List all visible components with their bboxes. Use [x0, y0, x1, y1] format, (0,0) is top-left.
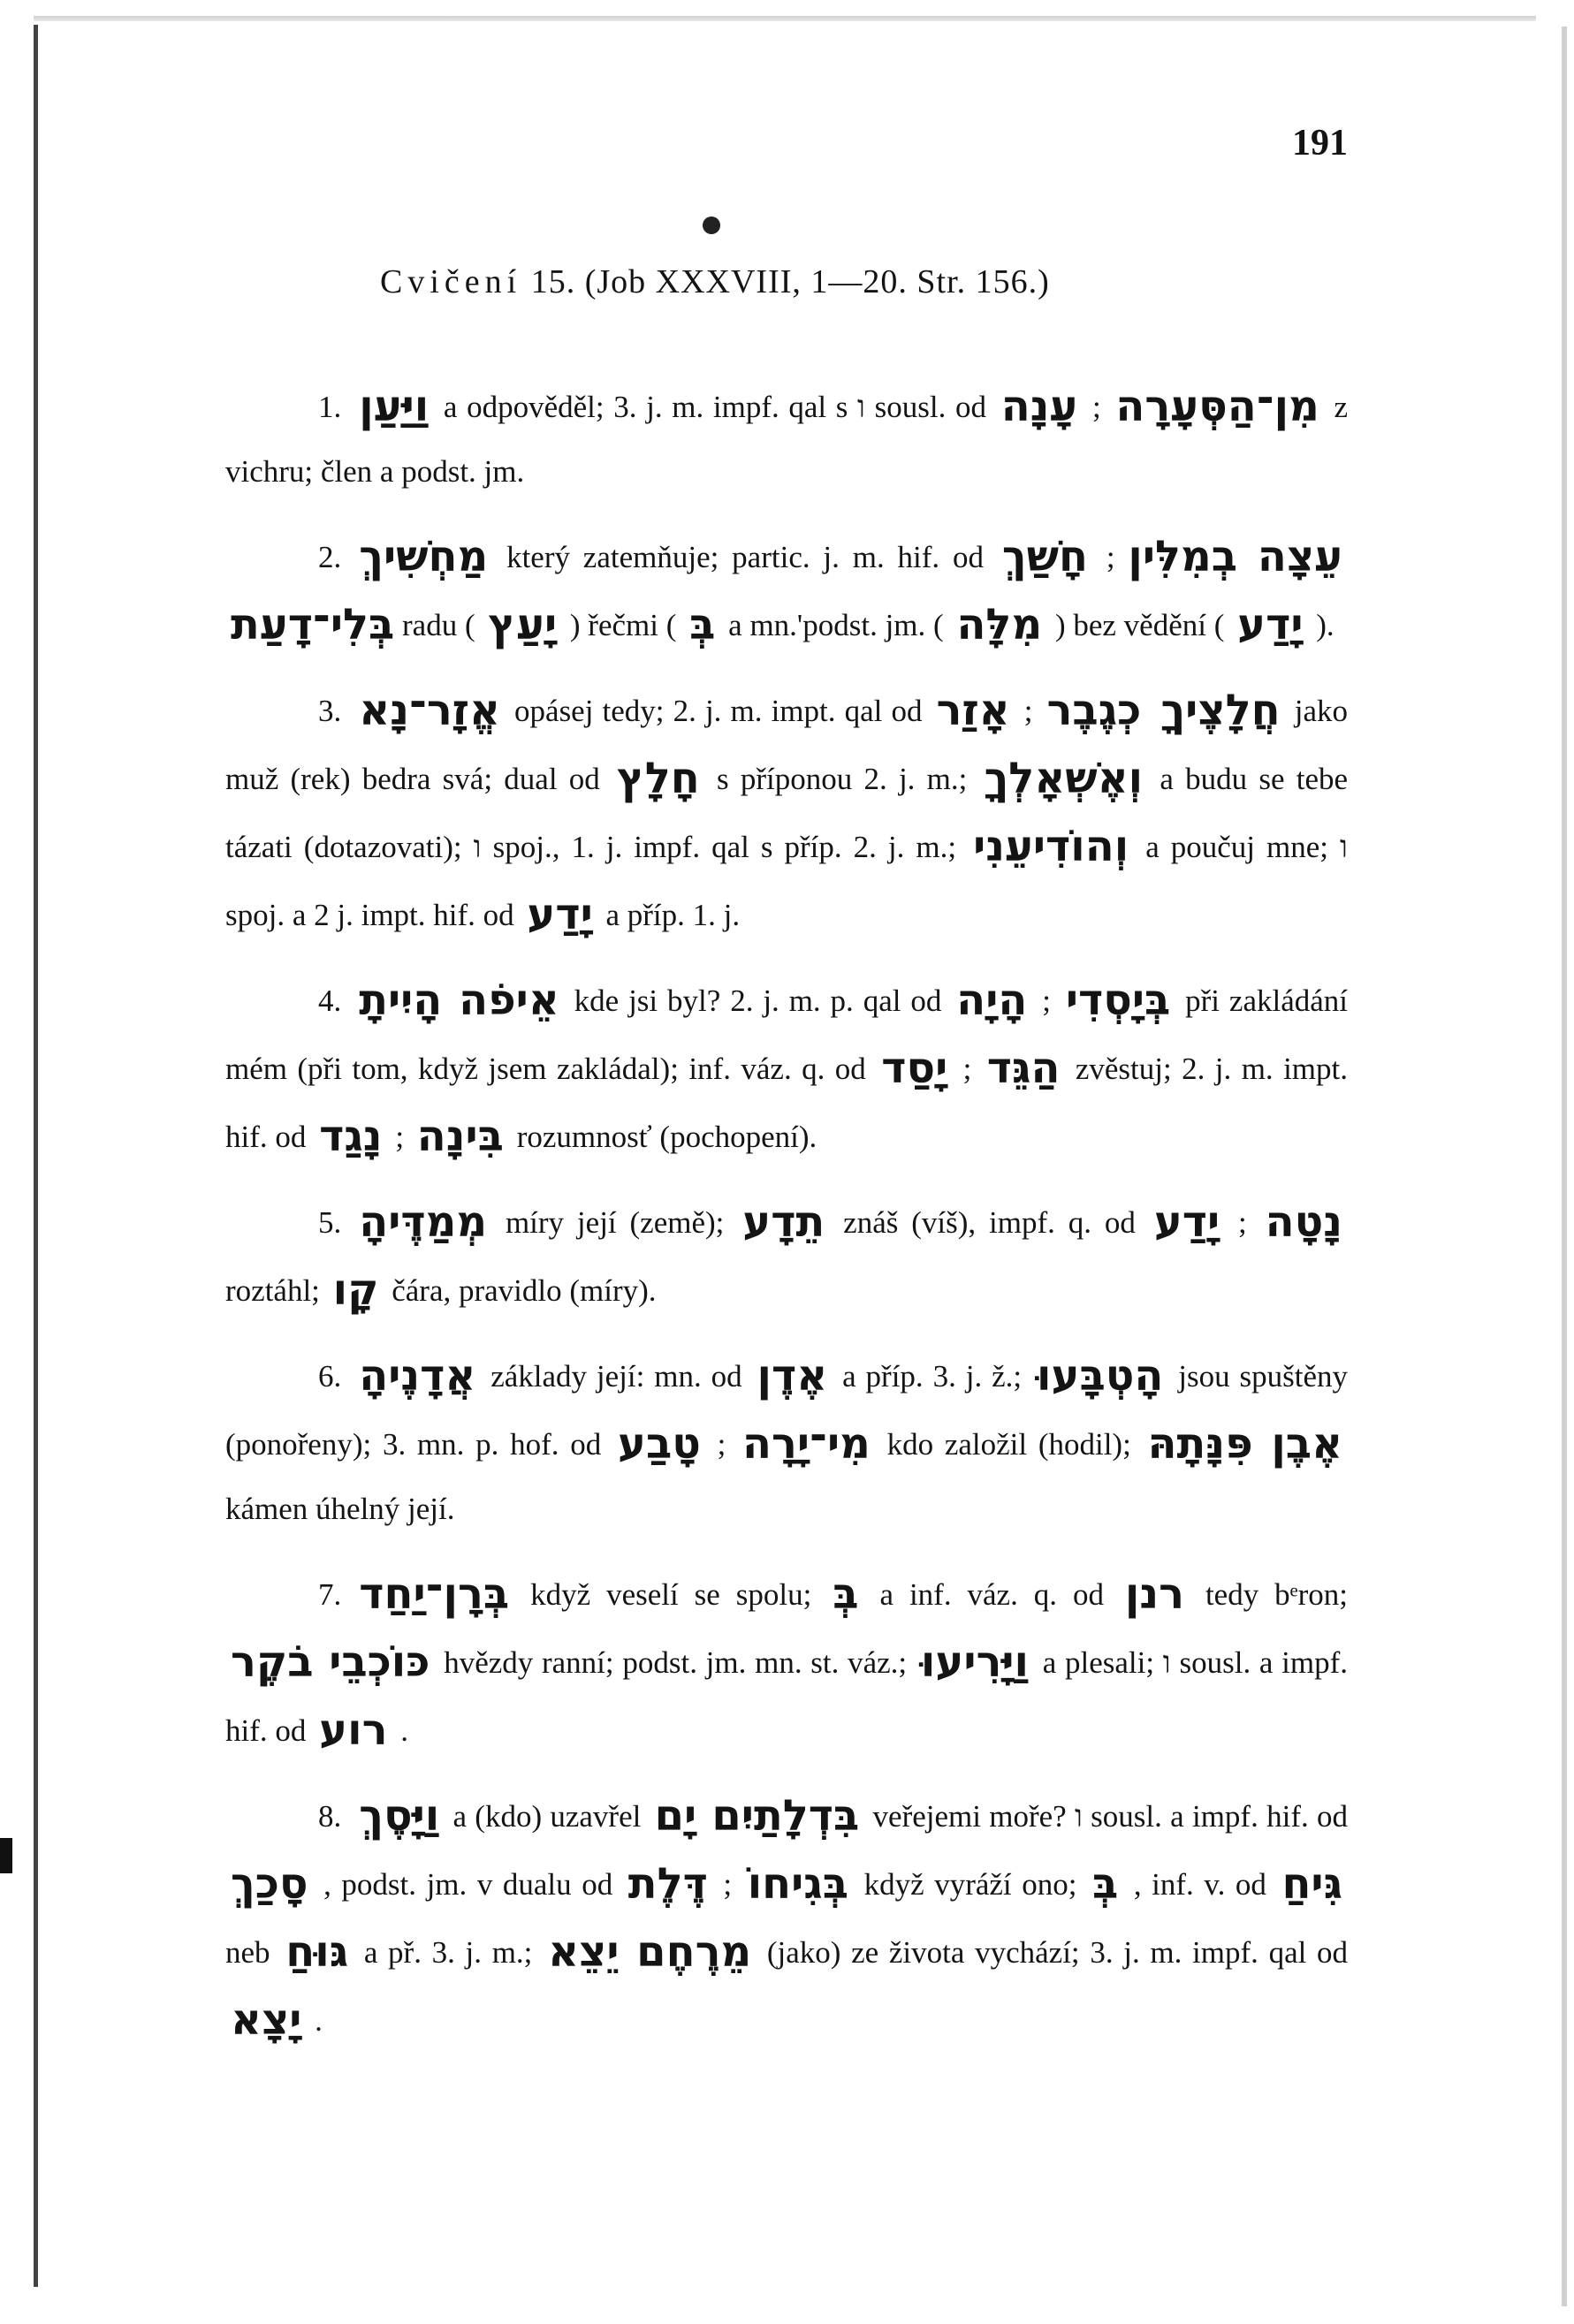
binding-mark	[0, 1838, 12, 1873]
hebrew-word: וַיַּעַן	[359, 382, 430, 431]
hebrew-word: כְגֶבֶר	[1046, 686, 1142, 735]
gloss-text: s příponou 2. j. m.;	[717, 762, 968, 796]
gloss-text: neb	[225, 1935, 270, 1970]
hebrew-word: אֲדָנֶיהָ	[359, 1351, 476, 1401]
gloss-text: ) řečmi (	[569, 608, 677, 642]
hebrew-word: בְּ	[833, 1569, 859, 1619]
hebrew-word: אָזַר	[936, 686, 1010, 735]
hebrew-word: יָדַע	[1153, 1197, 1220, 1247]
hebrew-word: חֲלָצֶיךָ	[1160, 686, 1281, 735]
gloss-text: roztáhl;	[225, 1273, 320, 1308]
hebrew-word: יָדַע	[527, 890, 593, 939]
entry-8	[225, 1781, 1348, 2053]
gloss-text: a odpověděl; 3. j. m. impf. qal s ו sousl. od	[443, 390, 987, 424]
gloss-text: tedy bᵉron;	[1205, 1577, 1348, 1612]
hebrew-word: וְהוֹדִיעֵנִי	[973, 822, 1129, 871]
gloss-text: , inf. v. od	[1133, 1867, 1266, 1902]
gloss-text: radu (	[402, 608, 475, 642]
ornament-dot	[703, 216, 720, 234]
hebrew-word: הָטְבָּעוּ	[1037, 1351, 1164, 1401]
gloss-text: a mn.'podst. jm.	[728, 608, 926, 642]
gloss-text: rozumnosť (pochopení).	[516, 1120, 817, 1154]
entry-6	[225, 1340, 1348, 1541]
hebrew-word: בְּ	[1092, 1859, 1119, 1909]
hebrew-word: סָכַךְ	[231, 1859, 308, 1909]
hebrew-word: חָלָץ	[617, 754, 700, 803]
hebrew-word: בִּינָה	[416, 1112, 504, 1161]
entry-3	[225, 675, 1348, 947]
gloss-text: ;	[1023, 694, 1033, 728]
gloss-text: kde jsi byl? 2. j. m. p. qal od	[574, 984, 942, 1018]
gloss-text: znáš (víš), impf. q. od	[843, 1205, 1136, 1240]
entry-1	[225, 371, 1348, 504]
hebrew-word: נָגַד	[319, 1112, 383, 1161]
hebrew-word: טָבַע	[618, 1419, 701, 1469]
entry-number: 5.	[318, 1205, 342, 1240]
title-rest: 15. (Job XXXVIII, 1—20. Str. 156.)	[530, 263, 1050, 300]
entry-number: 4.	[318, 984, 342, 1018]
gloss-text: (jako) ze života vychází; 3. j. m. impf. qal od	[766, 1935, 1349, 1970]
gloss-text: .	[315, 2003, 323, 2038]
hebrew-word: מַחְשִׁיךְ	[359, 532, 489, 581]
gloss-text: ;	[1106, 540, 1115, 574]
hebrew-word: גִּיחַ	[1281, 1859, 1343, 1909]
hebrew-word: גּוּחַ	[285, 1927, 349, 1977]
entry-number: 1.	[318, 390, 342, 424]
gloss-text: jsou spuštěny (ponořeny); 3. mn. p. hof. od	[225, 1359, 1348, 1462]
page-edge-right	[1562, 27, 1567, 2306]
hebrew-word: בְּ	[689, 600, 716, 649]
title-word: Cvičení	[380, 263, 522, 300]
hebrew-word: אֵיפֹה הָיִיתָ	[359, 976, 559, 1025]
gloss-text: a impf. hif. od	[1170, 1799, 1348, 1834]
gloss-text: a příp. 1. j.	[605, 898, 741, 932]
hebrew-word: מֵרֶחֶם יֵצֵא	[548, 1927, 752, 1977]
gloss-text: hvězdy ranní; podst. jm. mn. st. váz.;	[444, 1645, 908, 1680]
hebrew-word: יָדַע	[1237, 600, 1304, 649]
hebrew-word: עָנָה	[1000, 382, 1078, 431]
hebrew-word: דֶּלֶת	[627, 1859, 708, 1909]
gloss-text: míry její (země);	[505, 1205, 725, 1240]
gloss-text: opásej tedy; 2. j. m. impt. qal od	[514, 694, 923, 728]
entry-number: 7.	[318, 1577, 342, 1612]
gloss-text: .	[400, 1713, 408, 1748]
gloss-text: (	[933, 608, 944, 642]
entry-4	[225, 965, 1348, 1169]
entry-number: 8.	[318, 1799, 342, 1834]
gloss-text: při zakládání mém (při tom, když jsem zakládal); inf. váz. q. od	[225, 984, 1348, 1086]
gloss-text: a plesali; ו sousl. a impf. hif. od	[225, 1645, 1349, 1748]
hebrew-word: אֶדֶן	[757, 1351, 828, 1401]
gloss-text: ;	[1238, 1205, 1247, 1240]
hebrew-word: מִן־הַסְּעָרָה	[1115, 382, 1319, 431]
gloss-text: když veselí se spolu;	[530, 1577, 812, 1612]
hebrew-word: וַיָּסֶךְ	[359, 1791, 440, 1841]
hebrew-word: חָשַׁךְ	[1001, 532, 1088, 581]
hebrew-word: כּוֹכְבֵי בֹקֶר	[231, 1637, 430, 1687]
gloss-text: a (kdo) uzavřel	[452, 1799, 642, 1834]
exercise-title	[380, 262, 1264, 301]
gloss-text: jako muž (rek) bedra svá; dual od	[225, 694, 1349, 796]
binding-rule	[34, 25, 38, 2287]
hebrew-word: בִּדְלָתַיִם יָם	[654, 1791, 860, 1841]
hebrew-word: בְּגִיחוֹ	[747, 1859, 849, 1909]
gloss-text: když	[863, 1867, 924, 1902]
gloss-text: a příp. 3. j. ž.;	[842, 1359, 1023, 1394]
gloss-text: veřejemi moře? ו sousl.	[872, 1799, 1162, 1834]
exercise-body	[225, 371, 1348, 2070]
gloss-text: ) bez vědění (	[1054, 608, 1225, 642]
entry-number: 6.	[318, 1359, 342, 1394]
gloss-text: základy její: mn. od	[490, 1359, 742, 1394]
gloss-text: kámen úhelný její.	[225, 1492, 455, 1526]
hebrew-word: בְּרָן־יַחַד	[359, 1569, 510, 1619]
gloss-text: a poučuj mne; ו spoj. a 2 j. impt. hif. od	[225, 830, 1348, 932]
hebrew-word: מִי־יָרָה	[742, 1419, 871, 1469]
gloss-text: čára, pravidlo (míry).	[392, 1273, 657, 1308]
gloss-text: , podst. jm. v dualu od	[323, 1867, 613, 1902]
gloss-text: kdo	[886, 1427, 934, 1462]
hebrew-word: רנן	[1124, 1569, 1185, 1619]
hebrew-word: וַיָּרִיעוּ	[920, 1637, 1029, 1687]
entry-7	[225, 1559, 1348, 1763]
gloss-text: ;	[395, 1120, 405, 1154]
gloss-text: který zatemňuje; partic. j. m. hif. od	[506, 540, 985, 574]
gloss-text: a inf. váz. q. od	[879, 1577, 1104, 1612]
gloss-text: ;	[1091, 390, 1101, 424]
hebrew-word: אֶבֶן פִּנָּתָהּ	[1147, 1419, 1343, 1469]
entry-5	[225, 1187, 1348, 1323]
hebrew-word: יָצָא	[231, 1995, 302, 2045]
gloss-text: ).	[1316, 608, 1334, 642]
hebrew-word: יָעַץ	[488, 600, 558, 649]
entry-number: 2.	[318, 540, 342, 574]
page-edge-top	[34, 16, 1536, 21]
gloss-text: ;	[717, 1427, 726, 1462]
page-number: 191	[1292, 123, 1348, 163]
gloss-text: a př. 3. j. m.;	[363, 1935, 533, 1970]
hebrew-word: יָסַד	[881, 1044, 948, 1093]
gloss-text: z vichru; člen a podst. jm.	[225, 390, 1349, 489]
gloss-text: zvěstuj; 2. j. m. impt. hif. od	[225, 1052, 1349, 1154]
gloss-text: založil (hodil);	[944, 1427, 1131, 1462]
entry-number: 3.	[318, 694, 342, 728]
hebrew-word: מִלָּה	[956, 600, 1043, 649]
hebrew-word: מְמַדֶּיהָ	[359, 1197, 488, 1247]
entry-2	[225, 521, 1348, 657]
hebrew-word: הָיָה	[956, 976, 1028, 1025]
hebrew-word: הַגֵּד	[986, 1044, 1061, 1093]
gloss-text: ;	[962, 1052, 972, 1086]
hebrew-word: קָו	[332, 1265, 379, 1315]
hebrew-word: רוע	[319, 1705, 388, 1755]
hebrew-word: וְאֶשְׁאָלְךָ	[984, 754, 1144, 803]
hebrew-word: אֱזָר־נָא	[359, 686, 500, 735]
hebrew-word: עֵצָה בְמִלִּין בְּלִי־דָעַת	[231, 532, 1343, 649]
gloss-text: vyráží ono;	[934, 1867, 1077, 1902]
gloss-text: a budu se tebe tázati (dotazovati); ו spoj., 1. j. impf. qal s příp. 2. j. m.;	[225, 762, 1349, 864]
hebrew-word: תֵדָע	[742, 1197, 825, 1247]
gloss-text: ;	[723, 1867, 733, 1902]
hebrew-word: נָטָה	[1265, 1197, 1342, 1247]
hebrew-word: בְּיָסְדִי	[1065, 976, 1171, 1025]
gloss-text: ;	[1042, 984, 1051, 1018]
